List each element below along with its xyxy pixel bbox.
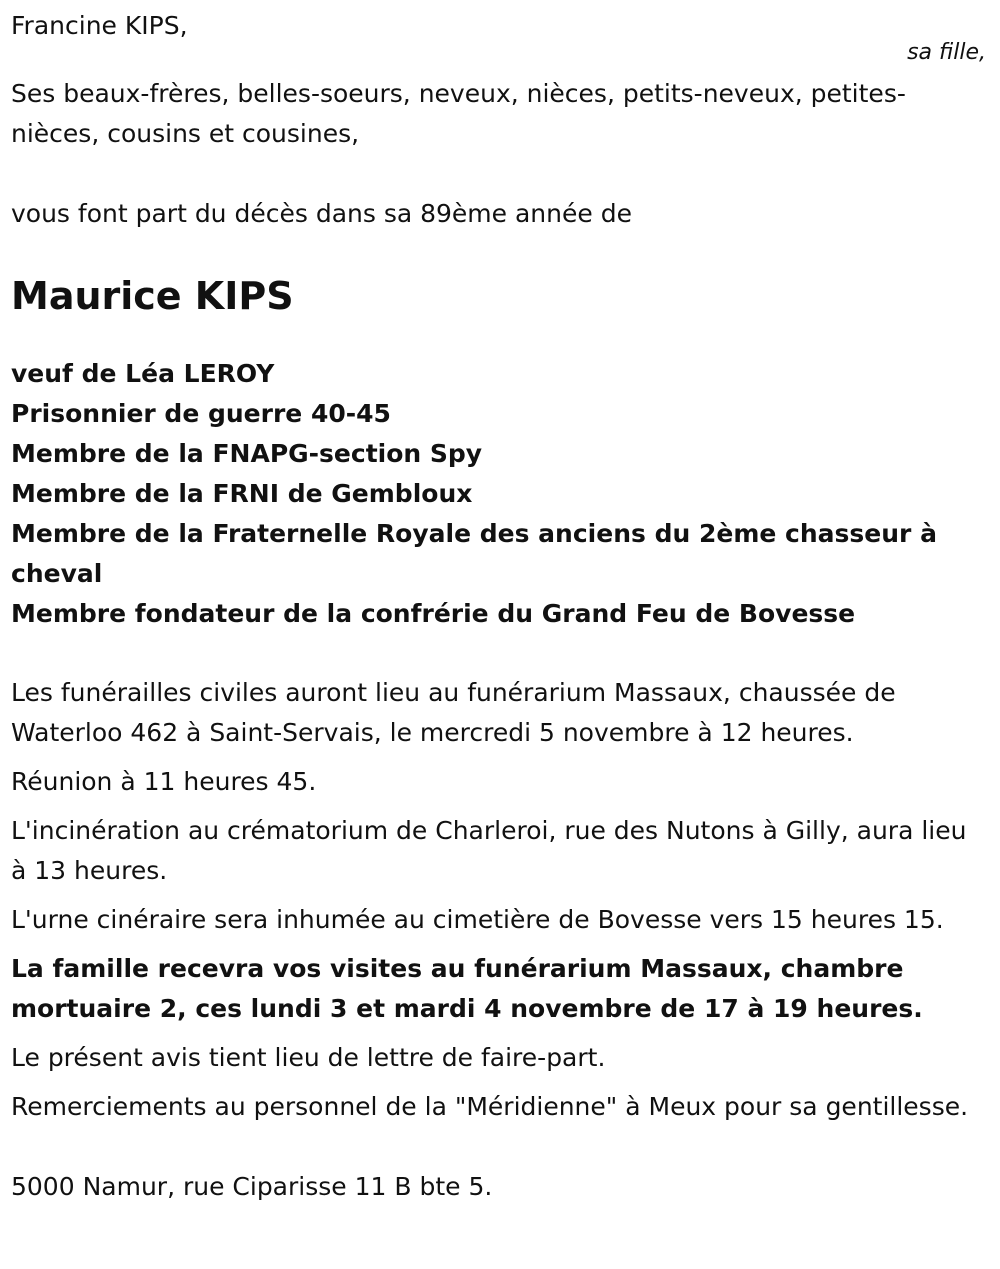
family-member-name: Francine KIPS, xyxy=(11,11,188,40)
title-line: Membre fondateur de la confrérie du Grand Feu de Bovesse xyxy=(11,599,856,628)
title-line: veuf de Léa LEROY xyxy=(11,359,275,388)
urn-details: L'urne cinéraire sera inhumée au cimetière de Bovesse vers 15 heures 15. xyxy=(11,905,944,934)
meeting-time: Réunion à 11 heures 45. xyxy=(11,767,317,796)
deceased-name: Maurice KIPS xyxy=(11,274,294,318)
extended-family-text: Ses beaux-frères, belles-soeurs, neveux, nièces, petits-neveux, petites-nièces, cousins et cousines, xyxy=(11,79,906,148)
spacer xyxy=(11,634,988,673)
funeral-details: Les funérailles civiles auront lieu au funérarium Massaux, chaussée de Waterloo 462 à Saint-Servais, le mercredi 5 novembre à 12 heures. xyxy=(11,678,896,747)
family-member-relation: sa fille, xyxy=(907,40,986,65)
notice-text: Le présent avis tient lieu de lettre de faire-part. xyxy=(11,1043,606,1072)
family-address: 5000 Namur, rue Ciparisse 11 B bte 5. xyxy=(11,1172,493,1201)
spacer xyxy=(11,154,988,194)
visits-details: La famille recevra vos visites au funérarium Massaux, chambre mortuaire 2, ces lundi 3 et mardi 4 novembre de 17 à 19 heures. xyxy=(11,954,923,1023)
cremation-details: L'incinération au crématorium de Charleroi, rue des Nutons à Gilly, aura lieu à 13 heures. xyxy=(11,816,967,885)
announcement-text: vous font part du décès dans sa 89ème année de xyxy=(11,199,632,228)
spacer xyxy=(11,1127,988,1167)
title-line: Prisonnier de guerre 40-45 xyxy=(11,399,391,428)
thanks-text: Remerciements au personnel de la "Méridienne" à Meux pour sa gentillesse. xyxy=(11,1092,969,1121)
deceased-titles xyxy=(11,354,988,634)
title-line: Membre de la FNAPG-section Spy xyxy=(11,439,483,468)
title-line: Membre de la FRNI de Gembloux xyxy=(11,479,473,508)
title-line: Membre de la Fraternelle Royale des anciens du 2ème chasseur à cheval xyxy=(11,519,937,588)
